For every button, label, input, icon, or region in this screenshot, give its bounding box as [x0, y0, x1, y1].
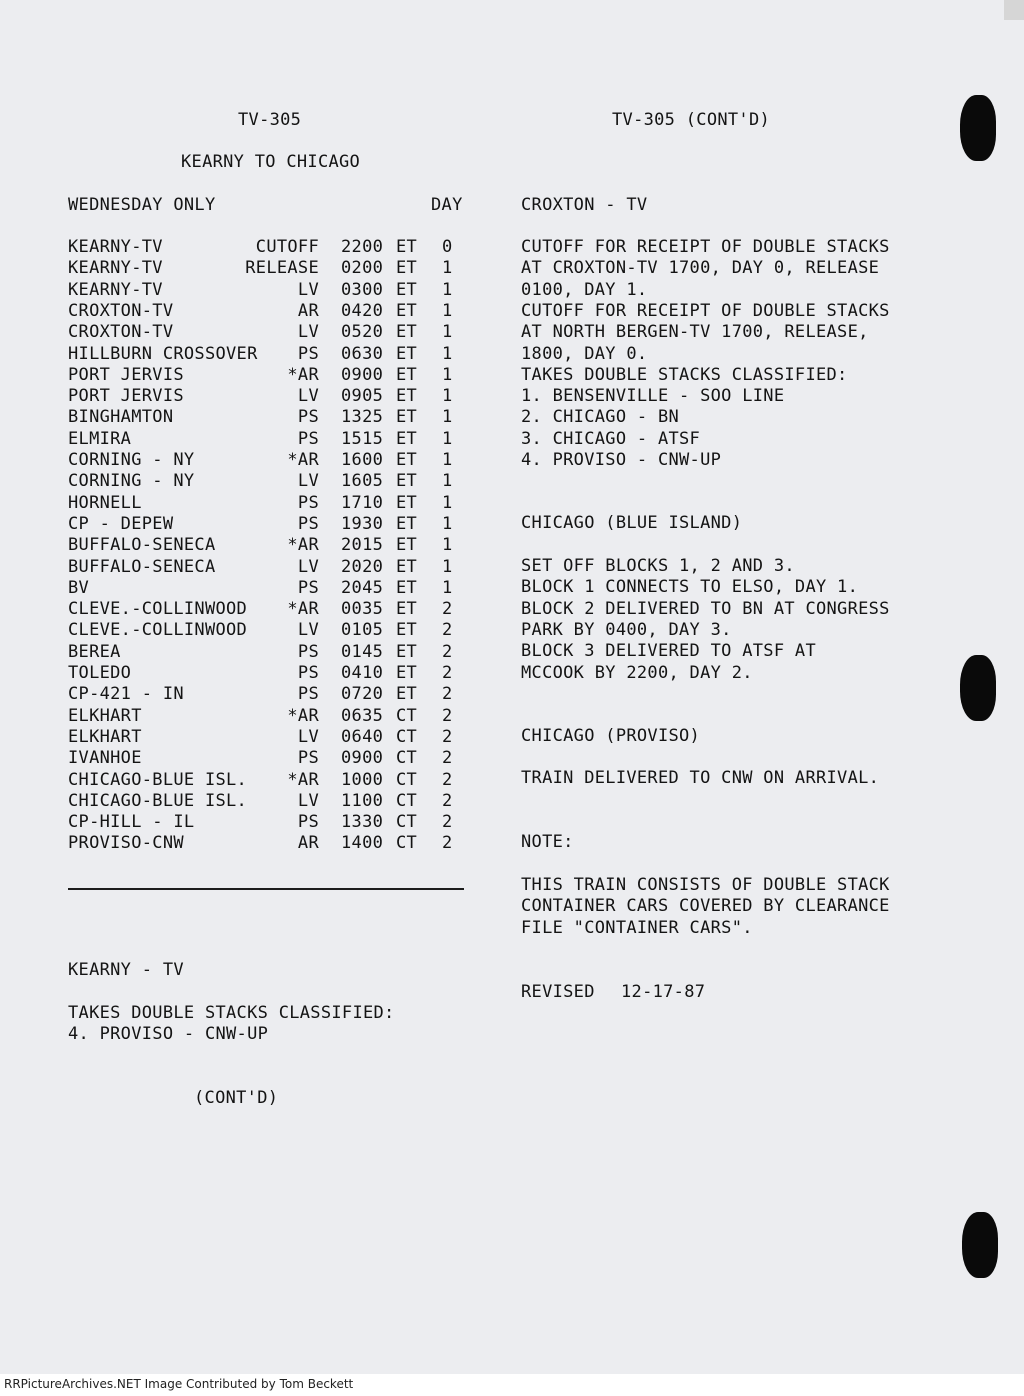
day-column-header: DAY [431, 195, 463, 215]
table-row [68, 365, 468, 386]
stop-action: *AR [287, 705, 319, 726]
stop-time: 1605 [341, 471, 384, 492]
stop-action: PS [297, 343, 319, 364]
stop-time: 0520 [341, 322, 384, 343]
stop-name: PORT JERVIS [68, 364, 184, 385]
time-zone: ET [396, 237, 418, 257]
croxton-line: AT NORTH BERGEN-TV 1700, RELEASE, [521, 322, 869, 343]
stop-day: 2 [442, 620, 453, 641]
table-row [68, 599, 468, 620]
table-row [68, 237, 468, 258]
stop-name: BEREA [68, 641, 121, 662]
stop-time: 0635 [341, 705, 384, 726]
stop-day: 2 [442, 812, 453, 833]
stop-name: BINGHAMTON [68, 407, 174, 428]
stop-time: 0105 [341, 620, 384, 641]
stop-name: CP-HILL - IL [68, 812, 195, 833]
stop-action: LV [297, 556, 319, 577]
time-zone: ET [396, 471, 418, 492]
stop-day: 2 [442, 726, 453, 747]
stop-name: PORT JERVIS [68, 386, 184, 407]
croxton-line: 1800, DAY 0. [521, 343, 648, 364]
stop-name: BUFFALO-SENECA [68, 535, 216, 556]
stop-name: ELKHART [68, 726, 142, 747]
stop-action: LV [297, 322, 319, 343]
stop-day: 2 [442, 599, 453, 620]
stop-day: 2 [442, 641, 453, 662]
proviso-heading: CHICAGO (PROVISO) [521, 726, 701, 746]
stop-day: 2 [442, 684, 453, 705]
continued-label: (CONT'D) [194, 1088, 279, 1108]
croxton-line: 3. CHICAGO - ATSF [521, 428, 701, 449]
table-row [68, 535, 468, 556]
stop-name: KEARNY-TV [68, 237, 163, 257]
note-heading: NOTE: [521, 832, 574, 852]
stop-time: 1330 [341, 812, 384, 833]
schedule-days: WEDNESDAY ONLY [68, 195, 216, 215]
stop-name: CLEVE.-COLLINWOOD [68, 599, 248, 620]
stop-time: 1515 [341, 428, 384, 449]
table-row [68, 791, 468, 812]
stop-day: 1 [442, 407, 453, 428]
table-row [68, 642, 468, 663]
stop-time: 0900 [341, 748, 384, 769]
stop-time: 1930 [341, 513, 384, 534]
croxton-line: AT CROXTON-TV 1700, DAY 0, RELEASE [521, 258, 880, 279]
stop-name: CROXTON-TV [68, 322, 174, 343]
stop-day: 1 [442, 471, 453, 492]
stop-action: PS [297, 428, 319, 449]
stop-name: CP - DEPEW [68, 513, 174, 534]
stop-time: 2200 [341, 237, 384, 257]
stop-action: PS [297, 492, 319, 513]
table-row [68, 280, 468, 301]
stop-action: LV [297, 386, 319, 407]
note-line: FILE "CONTAINER CARS". [521, 917, 753, 938]
stop-action: *AR [287, 450, 319, 470]
stop-name: BV [68, 577, 90, 598]
time-zone: CT [396, 769, 418, 790]
stop-day: 1 [442, 577, 453, 598]
time-zone: CT [396, 833, 418, 854]
time-zone: ET [396, 407, 418, 428]
time-zone: ET [396, 343, 418, 364]
stop-name: CP-421 - IN [68, 684, 184, 705]
stop-time: 0900 [341, 364, 384, 385]
stop-day: 1 [442, 300, 453, 321]
table-row [68, 663, 468, 684]
stop-name: CORNING - NY [68, 450, 195, 470]
time-zone: CT [396, 748, 418, 769]
page-title-left: TV-305 [238, 110, 302, 130]
stop-day: 2 [442, 705, 453, 726]
footer-bar [0, 1374, 1024, 1396]
time-zone: ET [396, 663, 418, 683]
blue-island-line: PARK BY 0400, DAY 3. [521, 619, 732, 640]
table-row [68, 471, 468, 492]
time-zone: ET [396, 556, 418, 577]
stop-day: 1 [442, 364, 453, 385]
stop-action: PS [297, 641, 319, 662]
stop-action: PS [297, 748, 319, 769]
stop-time: 2015 [341, 535, 384, 556]
stop-day: 1 [442, 322, 453, 343]
time-zone: ET [396, 492, 418, 513]
table-row [68, 407, 468, 428]
kearny-line: TAKES DOUBLE STACKS CLASSIFIED: [68, 1003, 395, 1023]
kearny-line: 4. PROVISO - CNW-UP [68, 1024, 269, 1044]
time-zone: CT [396, 705, 418, 726]
stop-name: HILLBURN CROSSOVER [68, 343, 258, 364]
stop-day: 1 [442, 343, 453, 364]
stop-name: PROVISO-CNW [68, 833, 184, 854]
table-row [68, 557, 468, 578]
blue-island-line: SET OFF BLOCKS 1, 2 AND 3. [521, 556, 795, 576]
stop-time: 1400 [341, 833, 384, 854]
stop-name: CORNING - NY [68, 471, 195, 492]
table-row [68, 620, 468, 641]
croxton-line: 0100, DAY 1. [521, 279, 648, 300]
time-zone: ET [396, 620, 418, 641]
stop-action: PS [297, 407, 319, 428]
blue-island-line: BLOCK 1 CONNECTS TO ELSO, DAY 1. [521, 577, 859, 598]
time-zone: ET [396, 428, 418, 449]
time-zone: ET [396, 322, 418, 343]
stop-action: PS [297, 684, 319, 705]
stop-time: 1600 [341, 450, 384, 470]
table-row [68, 812, 468, 833]
blue-island-line: BLOCK 2 DELIVERED TO BN AT CONGRESS [521, 598, 890, 619]
table-row [68, 450, 468, 471]
stop-action: AR [297, 300, 319, 321]
kearny-heading: KEARNY - TV [68, 960, 184, 980]
stop-action: LV [297, 726, 319, 747]
blue-island-heading: CHICAGO (BLUE ISLAND) [521, 513, 743, 533]
stop-day: 1 [442, 386, 453, 407]
stop-day: 2 [442, 790, 453, 811]
table-row [68, 706, 468, 727]
stop-name: BUFFALO-SENECA [68, 556, 216, 577]
stop-time: 0300 [341, 279, 384, 300]
table-row [68, 429, 468, 450]
stop-action: LV [297, 471, 319, 492]
table-row [68, 727, 468, 748]
page-title-right: TV-305 (CONT'D) [612, 110, 771, 130]
time-zone: ET [396, 450, 418, 470]
stop-action: PS [297, 663, 319, 683]
route-title: KEARNY TO CHICAGO [181, 152, 361, 172]
stop-action: PS [297, 513, 319, 534]
divider-line [68, 888, 464, 890]
time-zone: ET [396, 684, 418, 705]
note-line: CONTAINER CARS COVERED BY CLEARANCE [521, 896, 890, 917]
stop-day: 0 [442, 237, 453, 257]
croxton-line: 2. CHICAGO - BN [521, 407, 680, 428]
stop-time: 2020 [341, 556, 384, 577]
time-zone: CT [396, 790, 418, 811]
stop-action: CUTOFF [255, 237, 319, 257]
stop-time: 0640 [341, 726, 384, 747]
time-zone: ET [396, 577, 418, 598]
stop-time: 0720 [341, 684, 384, 705]
stop-day: 1 [442, 535, 453, 556]
table-row [68, 748, 468, 769]
stop-time: 0410 [341, 663, 384, 683]
stop-day: 2 [442, 833, 453, 854]
table-row [68, 493, 468, 514]
stop-action: PS [297, 577, 319, 598]
binder-hole [962, 1212, 998, 1278]
stop-action: *AR [287, 769, 319, 790]
stop-action: *AR [287, 364, 319, 385]
stop-time: 0200 [341, 258, 384, 279]
stop-day: 1 [442, 513, 453, 534]
stop-time: 0420 [341, 300, 384, 321]
time-zone: ET [396, 364, 418, 385]
stop-name: CROXTON-TV [68, 300, 174, 321]
time-zone: ET [396, 300, 418, 321]
stop-day: 1 [442, 428, 453, 449]
stop-action: PS [297, 812, 319, 833]
time-zone: CT [396, 812, 418, 833]
stop-time: 2045 [341, 577, 384, 598]
binder-hole [960, 95, 996, 161]
croxton-line: CUTOFF FOR RECEIPT OF DOUBLE STACKS [521, 300, 890, 321]
stop-action: *AR [287, 535, 319, 556]
stop-name: KEARNY-TV [68, 279, 163, 300]
table-row [68, 386, 468, 407]
scan-corner [1004, 0, 1024, 20]
table-row [68, 833, 468, 854]
time-zone: ET [396, 599, 418, 620]
stop-time: 1710 [341, 492, 384, 513]
stop-name: ELKHART [68, 705, 142, 726]
revised-label: REVISED [521, 982, 595, 1002]
stop-action: LV [297, 790, 319, 811]
revised-date: 12-17-87 [621, 982, 706, 1002]
stop-day: 2 [442, 748, 453, 769]
time-zone: ET [396, 535, 418, 556]
stop-day: 2 [442, 663, 453, 683]
stop-day: 1 [442, 556, 453, 577]
time-zone: CT [396, 726, 418, 747]
note-line: THIS TRAIN CONSISTS OF DOUBLE STACK [521, 875, 890, 895]
table-row [68, 684, 468, 705]
stop-action: AR [297, 833, 319, 854]
stop-action: *AR [287, 599, 319, 620]
stop-name: IVANHOE [68, 748, 142, 769]
stop-name: HORNELL [68, 492, 142, 513]
proviso-line: TRAIN DELIVERED TO CNW ON ARRIVAL. [521, 768, 880, 788]
croxton-heading: CROXTON - TV [521, 195, 648, 215]
table-row [68, 514, 468, 535]
table-row [68, 258, 468, 279]
table-row [68, 578, 468, 599]
stop-time: 0905 [341, 386, 384, 407]
time-zone: ET [396, 641, 418, 662]
time-zone: ET [396, 386, 418, 407]
stop-time: 1325 [341, 407, 384, 428]
blue-island-line: BLOCK 3 DELIVERED TO ATSF AT [521, 641, 816, 662]
stop-action: LV [297, 279, 319, 300]
table-row [68, 344, 468, 365]
table-row [68, 301, 468, 322]
stop-name: CHICAGO-BLUE ISL. [68, 769, 248, 790]
stop-day: 1 [442, 492, 453, 513]
stop-action: LV [297, 620, 319, 641]
stop-day: 1 [442, 279, 453, 300]
stop-name: KEARNY-TV [68, 258, 163, 279]
time-zone: ET [396, 513, 418, 534]
stop-name: ELMIRA [68, 428, 132, 449]
croxton-line: TAKES DOUBLE STACKS CLASSIFIED: [521, 364, 848, 385]
time-zone: ET [396, 258, 418, 279]
stop-time: 0630 [341, 343, 384, 364]
stop-day: 1 [442, 450, 453, 470]
blue-island-line: MCCOOK BY 2200, DAY 2. [521, 662, 753, 683]
footer-credit: RRPictureArchives.NET Image Contributed by Tom Beckett [4, 1377, 354, 1391]
croxton-line: 1. BENSENVILLE - SOO LINE [521, 386, 785, 407]
stop-action: RELEASE [245, 258, 319, 279]
stop-name: CHICAGO-BLUE ISL. [68, 790, 248, 811]
stop-day: 1 [442, 258, 453, 279]
stop-day: 2 [442, 769, 453, 790]
stop-time: 1100 [341, 790, 384, 811]
croxton-line: 4. PROVISO - CNW-UP [521, 450, 722, 470]
table-row [68, 770, 468, 791]
stop-name: TOLEDO [68, 663, 132, 683]
croxton-line: CUTOFF FOR RECEIPT OF DOUBLE STACKS [521, 237, 890, 257]
table-row [68, 322, 468, 343]
binder-hole [960, 655, 996, 721]
stop-time: 0145 [341, 641, 384, 662]
stop-time: 1000 [341, 769, 384, 790]
stop-name: CLEVE.-COLLINWOOD [68, 620, 248, 641]
time-zone: ET [396, 279, 418, 300]
stop-time: 0035 [341, 599, 384, 620]
